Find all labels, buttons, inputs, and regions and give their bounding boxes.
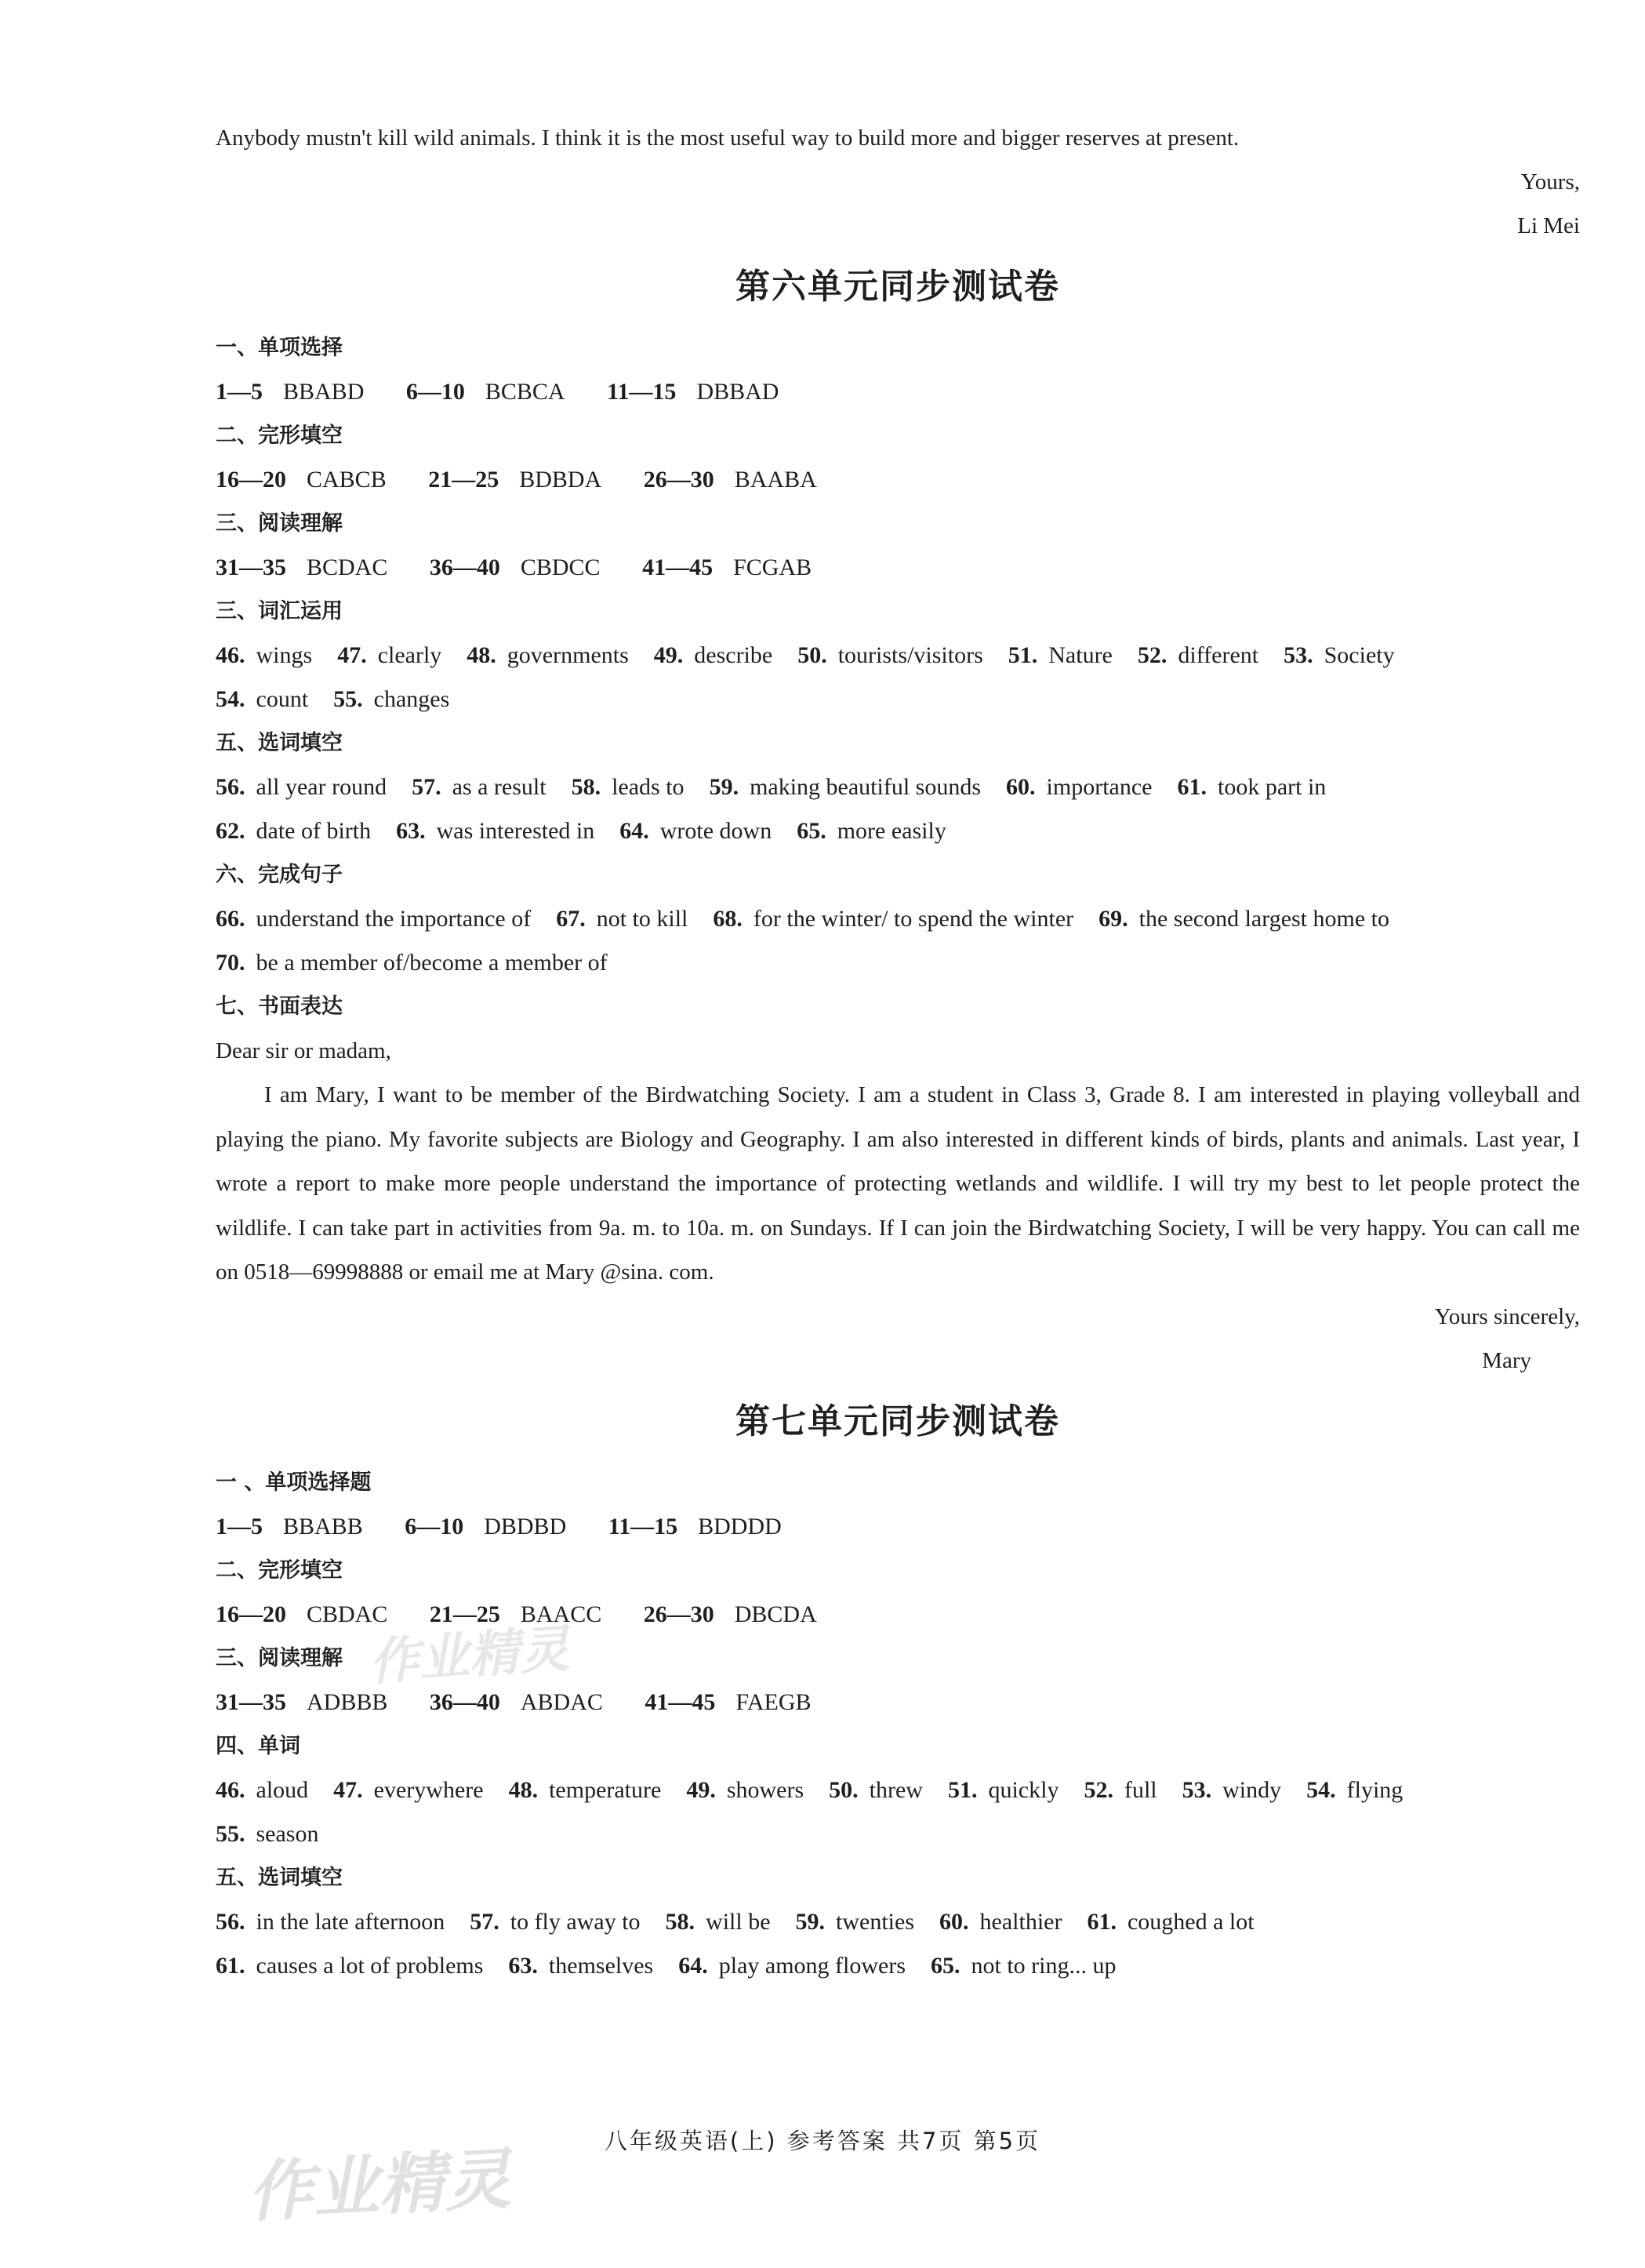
range-answer: DBDBD — [484, 1513, 567, 1539]
answer-text: wings — [256, 642, 313, 668]
answer-item — [654, 642, 772, 668]
answer-item — [216, 686, 308, 712]
range-label: 6—10 — [405, 1513, 464, 1539]
answer-item — [216, 1909, 445, 1935]
question-number: 55. — [333, 686, 363, 712]
range-label: 31—35 — [216, 1688, 286, 1715]
unit6-s4-heading: 三、词汇运用 — [216, 599, 343, 623]
answer-text: governments — [507, 642, 629, 668]
answer-text: themselves — [548, 1952, 654, 1979]
unit6-s2-heading: 二、完形填空 — [216, 423, 343, 448]
question-number: 53. — [1284, 642, 1313, 668]
answer-item — [1182, 1777, 1282, 1803]
answer-text: quickly — [988, 1776, 1059, 1803]
answer-item — [797, 642, 983, 668]
answer-item — [216, 906, 531, 932]
range-answer: CBDCC — [520, 554, 601, 580]
unit6-s7-heading: 七、书面表达 — [216, 994, 343, 1019]
answer-row — [216, 634, 1580, 678]
unit6-s3-answers — [216, 546, 1580, 590]
page-footer: 八年级英语(上) 参考答案 共7页 第5页 — [604, 2128, 1041, 2154]
range-label: 1—5 — [216, 1513, 263, 1539]
answer-text: everywhere — [373, 1776, 484, 1803]
answer-row — [216, 1812, 1580, 1856]
answer-item — [931, 1953, 1117, 1979]
answer-text: not to ring... up — [971, 1952, 1117, 1979]
answer-text: wrote down — [659, 818, 772, 844]
range-answer: BAABA — [734, 467, 817, 492]
answer-text: Nature — [1048, 642, 1113, 668]
answer-item — [412, 774, 546, 800]
question-number: 70. — [216, 950, 245, 976]
answer-row — [216, 809, 1580, 853]
answer-item — [1306, 1777, 1403, 1803]
range-answer: ABDAC — [520, 1688, 603, 1715]
answer-text: healthier — [979, 1908, 1062, 1935]
question-number: 57. — [412, 774, 441, 800]
answer-item — [396, 818, 594, 844]
answer-text: date of birth — [256, 818, 372, 844]
unit7-s1-heading: 一 、单项选择题 — [216, 1470, 372, 1495]
range-label: 41—45 — [642, 554, 714, 580]
answer-item — [1098, 906, 1389, 932]
answer-item — [710, 774, 981, 800]
range-label: 41—45 — [645, 1688, 716, 1715]
answer-item — [1138, 642, 1258, 668]
answer-text: count — [256, 686, 309, 712]
question-number: 63. — [396, 818, 426, 844]
answer-item — [216, 642, 312, 668]
answer-text: showers — [726, 1776, 804, 1803]
question-number: 69. — [1098, 906, 1128, 932]
answer-row — [216, 678, 1580, 721]
answer-row — [216, 765, 1580, 809]
page-content — [216, 116, 1580, 1988]
unit6-s2-answers — [216, 458, 1580, 502]
answer-item — [678, 1953, 906, 1979]
question-number: 51. — [1008, 642, 1038, 668]
answer-item — [829, 1777, 923, 1803]
answer-text: leads to — [612, 774, 685, 800]
answer-text: tourists/visitors — [837, 642, 983, 668]
answer-text: different — [1178, 642, 1259, 668]
range-answer: FCGAB — [733, 554, 812, 580]
range-answer: BDBDA — [519, 467, 602, 492]
answer-item — [948, 1777, 1059, 1803]
question-number: 53. — [1182, 1776, 1212, 1803]
answer-text: the second largest home to — [1138, 906, 1390, 932]
watermark-bottom: 作业精灵 — [245, 2140, 513, 2231]
range-label: 26—30 — [643, 1601, 714, 1627]
range-label: 36—40 — [429, 1688, 500, 1715]
answer-item — [467, 642, 628, 668]
range-label: 6—10 — [405, 379, 465, 405]
answer-item — [216, 774, 387, 800]
answer-item — [1087, 1909, 1254, 1935]
answer-text: season — [256, 1820, 319, 1847]
unit6-s5-heading: 五、选词填空 — [216, 731, 343, 755]
question-number: 59. — [795, 1908, 826, 1935]
answer-row — [216, 941, 1580, 985]
range-answer: BDDDD — [698, 1513, 782, 1539]
question-number: 46. — [216, 642, 245, 668]
answer-row — [216, 1768, 1580, 1812]
answer-text: causes a lot of problems — [256, 1952, 484, 1979]
question-number: 55. — [216, 1820, 245, 1847]
answer-item — [1006, 774, 1152, 800]
watermark-mid: 作业精灵 — [367, 1620, 572, 1692]
answer-item — [333, 686, 449, 712]
answer-item — [1284, 642, 1395, 668]
essay-signature: Mary — [1482, 1347, 1531, 1373]
question-number: 61. — [1087, 1908, 1117, 1935]
answer-text: all year round — [256, 774, 387, 800]
answer-text: threw — [869, 1776, 923, 1803]
answer-item — [216, 818, 371, 844]
answer-item — [216, 1777, 308, 1803]
question-number: 62. — [216, 818, 245, 844]
unit7-s3-heading: 三、阅读理解 — [216, 1645, 343, 1670]
unit6-s1-answers — [216, 370, 1580, 414]
question-number: 67. — [556, 906, 586, 932]
answer-item — [1177, 774, 1326, 800]
essay-body — [216, 1073, 1580, 1295]
range-label: 16—20 — [216, 467, 286, 492]
answer-text: coughed a lot — [1127, 1908, 1255, 1935]
answer-text: in the late afternoon — [256, 1908, 445, 1935]
answer-text: flying — [1346, 1776, 1404, 1803]
answer-item — [337, 642, 441, 668]
range-answer: BBABB — [283, 1513, 363, 1539]
range-answer: FAEGB — [735, 1688, 812, 1715]
answer-text: full — [1124, 1776, 1157, 1803]
question-number: 61. — [216, 1952, 245, 1979]
question-number: 54. — [1306, 1776, 1336, 1803]
answer-item — [216, 950, 608, 976]
range-label: 11—15 — [608, 1513, 678, 1539]
answer-text: play among flowers — [718, 1952, 906, 1979]
answer-text: importance — [1046, 774, 1153, 800]
range-answer: BCDAC — [307, 554, 388, 580]
answer-text: be a member of/become a member of — [256, 950, 608, 976]
question-number: 63. — [508, 1952, 538, 1979]
essay-closing: Yours sincerely, — [1434, 1303, 1580, 1329]
essay-salutation: Dear sir or madam, — [216, 1038, 391, 1063]
range-label: 11—15 — [607, 379, 677, 405]
range-label: 26—30 — [643, 467, 714, 492]
answer-text: temperature — [549, 1776, 662, 1803]
answer-text: windy — [1222, 1776, 1282, 1803]
answer-item — [508, 1953, 653, 1979]
question-number: 56. — [216, 774, 245, 800]
range-answer: CABCB — [307, 467, 387, 492]
unit7-s5-heading: 五、选词填空 — [216, 1865, 343, 1890]
range-answer: ADBBB — [307, 1688, 388, 1715]
question-number: 49. — [653, 642, 684, 668]
answer-text: clearly — [377, 642, 442, 668]
unit7-s4-heading: 四、单词 — [216, 1733, 300, 1758]
question-number: 64. — [619, 818, 649, 844]
answer-item — [619, 818, 772, 844]
range-label: 21—25 — [428, 467, 499, 492]
question-number: 65. — [797, 818, 826, 844]
range-label: 16—20 — [216, 1601, 286, 1627]
question-number: 46. — [216, 1776, 245, 1803]
letter-closing: Yours, — [1520, 169, 1580, 194]
answer-item — [713, 906, 1073, 932]
answer-item — [686, 1777, 804, 1803]
question-number: 58. — [571, 774, 601, 800]
answer-row — [216, 1900, 1580, 1944]
range-label: 36—40 — [429, 554, 500, 580]
question-number: 60. — [939, 1908, 969, 1935]
unit6-s3-heading: 三、阅读理解 — [216, 511, 343, 536]
essay-paragraph: I am Mary, I want to be member of the Birdwatching Society. I am a student in Class 3, Grade 8. I am interested in playing volleyball and playing the piano. My favorite subjects are Biology and Geography. I am also interested in different kinds of birds, plants and animals. Last year, I wrote a report to make more people understand the importance of protecting wetlands and wildlife. I will try my best to let people protect the wildlife. I can take part in activities from 9a. m. to 10a. m. on Sundays. If I can join the Birdwatching Society, I will be very happy. You can call me on 0518—69998888 or email me at Mary @sina. com. — [216, 1082, 1580, 1285]
answer-text: aloud — [256, 1776, 309, 1803]
unit6-title: 第六单元同步测试卷 — [735, 267, 1060, 307]
answer-item — [556, 906, 688, 932]
range-label: 1—5 — [216, 379, 263, 405]
question-number: 50. — [829, 1776, 859, 1803]
answer-text: was interested in — [436, 818, 595, 844]
answer-text: not to kill — [596, 906, 688, 932]
answer-row — [216, 1944, 1580, 1988]
answer-row — [216, 897, 1580, 941]
question-number: 47. — [333, 1776, 363, 1803]
letter-last-line: Anybody mustn't kill wild animals. I think it is the most useful way to build more and bigger reserves at present. — [216, 125, 1240, 151]
range-answer: BAACC — [520, 1601, 602, 1627]
answer-text: took part in — [1217, 774, 1327, 800]
question-number: 58. — [665, 1908, 695, 1935]
answer-item — [470, 1909, 640, 1935]
answer-item — [666, 1909, 771, 1935]
answer-item — [333, 1777, 483, 1803]
answer-text: understand the importance of — [256, 906, 532, 932]
question-number: 68. — [713, 906, 743, 932]
range-answer: BBABD — [283, 379, 365, 405]
answer-item — [216, 1953, 483, 1979]
answer-text: describe — [694, 642, 773, 668]
range-answer: CBDAC — [307, 1601, 388, 1627]
range-answer: DBCDA — [734, 1601, 817, 1627]
question-number: 64. — [678, 1952, 708, 1979]
question-number: 65. — [931, 1952, 960, 1979]
unit6-s1-heading: 一、单项选择 — [216, 336, 343, 360]
answer-item — [796, 1909, 914, 1935]
question-number: 59. — [709, 774, 739, 800]
answer-item — [1008, 642, 1113, 668]
answer-text: more easily — [837, 818, 946, 844]
answer-text: making beautiful sounds — [750, 774, 982, 800]
question-number: 60. — [1006, 774, 1036, 800]
answer-text: twenties — [836, 1908, 915, 1935]
question-number: 56. — [216, 1908, 245, 1935]
question-number: 52. — [1137, 642, 1167, 668]
question-number: 47. — [337, 642, 367, 668]
answer-text: will be — [706, 1908, 771, 1935]
unit7-s1-answers — [216, 1505, 1580, 1549]
answer-text: Society — [1324, 642, 1395, 668]
answer-item — [572, 774, 685, 800]
question-number: 66. — [216, 906, 245, 932]
answer-item — [509, 1777, 662, 1803]
question-number: 48. — [467, 642, 496, 668]
question-number: 61. — [1177, 774, 1207, 800]
unit7-s2-heading: 二、完形填空 — [216, 1557, 343, 1583]
question-number: 49. — [686, 1776, 716, 1803]
answer-item — [216, 1821, 318, 1847]
unit6-s6-heading: 六、完成句子 — [216, 863, 343, 887]
answer-item — [939, 1909, 1062, 1935]
question-number: 57. — [470, 1908, 499, 1935]
question-number: 50. — [797, 642, 827, 668]
question-number: 54. — [216, 686, 245, 712]
answer-text: changes — [373, 686, 450, 712]
range-label: 21—25 — [429, 1601, 500, 1627]
question-number: 51. — [947, 1776, 978, 1803]
letter-signature: Li Mei — [1517, 213, 1580, 238]
range-answer: DBBAD — [696, 379, 779, 405]
unit7-title: 第七单元同步测试卷 — [735, 1401, 1060, 1441]
answer-text: as a result — [452, 774, 547, 800]
question-number: 52. — [1084, 1776, 1113, 1803]
range-answer: BCBCA — [485, 379, 565, 405]
answer-item — [1084, 1777, 1157, 1803]
question-number: 48. — [508, 1776, 539, 1803]
answer-item — [797, 818, 946, 844]
answer-text: to fly away to — [510, 1908, 641, 1935]
range-label: 31—35 — [216, 554, 286, 580]
answer-text: for the winter/ to spend the winter — [753, 906, 1074, 932]
